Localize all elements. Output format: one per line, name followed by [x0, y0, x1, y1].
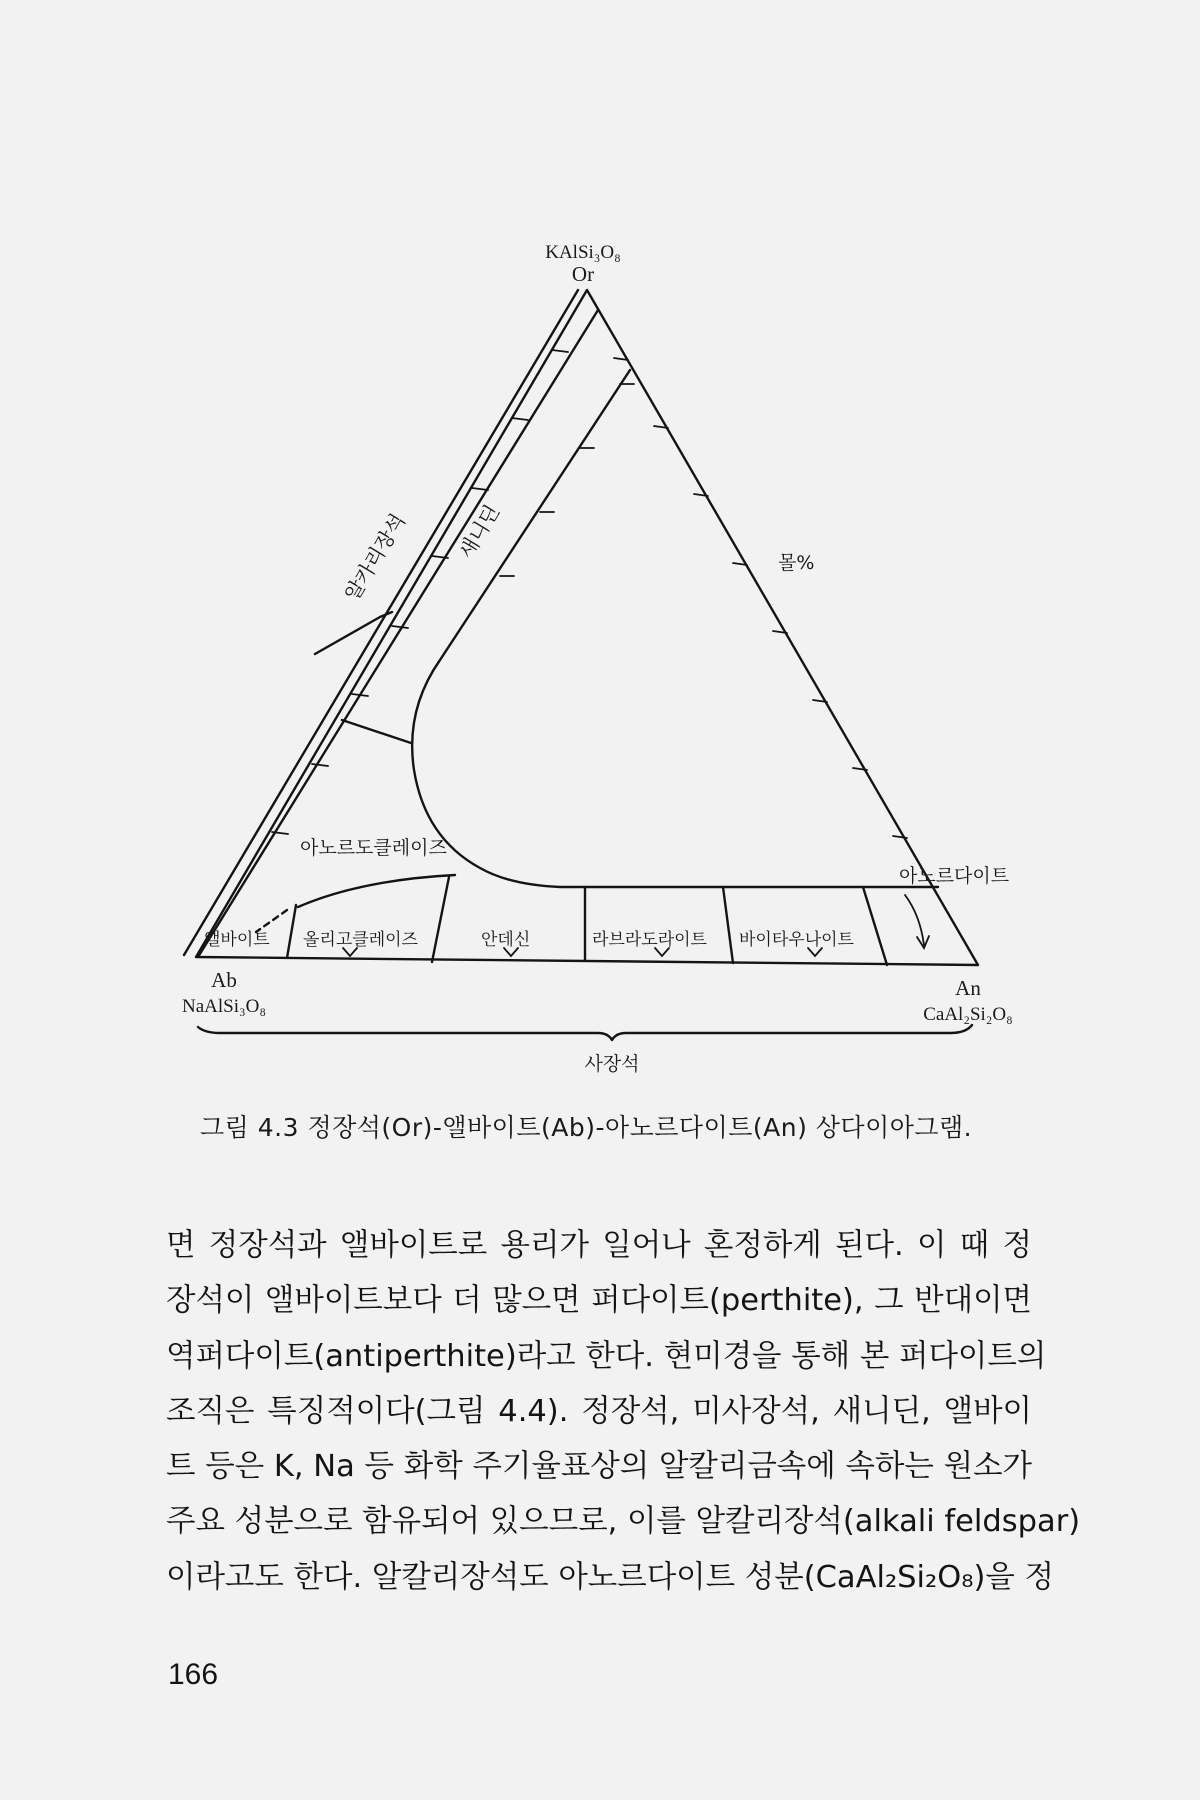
body-line: 장석이 앨바이트보다 더 많으면 퍼다이트(perthite), 그 반대이면 — [166, 1283, 1032, 1319]
body-line: 이라고도 한다. 알칼리장석도 아노르다이트 성분(CaAl₂Si₂O₈)을 정 — [166, 1559, 1054, 1595]
left-edge-tick — [312, 764, 328, 766]
alkali-band-inner-line — [198, 310, 598, 957]
anorthite-pointer — [905, 895, 924, 945]
bytownite-label: 바이타우나이트 — [739, 930, 854, 950]
left-edge-tick — [552, 350, 568, 352]
vertex-or-formula: KAlSi₃O₈ — [545, 242, 621, 263]
plagioclase-divider-5 — [863, 887, 887, 965]
anorthite-label: 아노르다이트 — [899, 865, 1010, 887]
vertex-an-label: An — [955, 976, 981, 1000]
oligoclase-curve — [298, 875, 455, 907]
vertex-ab-label: Ab — [211, 968, 237, 992]
body-line: 조직은 특징적이다(그림 4.4). 정장석, 미사장석, 새니딘, 앨바이 — [166, 1393, 1032, 1429]
alkali-bracket — [315, 612, 392, 654]
left-edge-tick — [352, 694, 368, 696]
right-edge-tick — [893, 836, 907, 838]
vertex-ab-formula: NaAlSi₃O₈ — [182, 996, 266, 1017]
sanidine-label: 새니딘 — [453, 500, 505, 563]
labradorite-label: 라브라도라이트 — [592, 930, 707, 950]
body-line: 트 등은 K, Na 등 화학 주기율표상의 알칼리금속에 속하는 원소가 — [166, 1449, 1032, 1485]
figure-caption: 그림 4.3 정장석(Or)-앨바이트(Ab)-아노르다이트(An) 상다이아그램. — [200, 1113, 973, 1142]
vertex-or-label: Or — [571, 262, 595, 286]
page-number: 166 — [168, 1658, 219, 1691]
vertex-an-formula: CaAl₂Si₂O₈ — [923, 1004, 1013, 1025]
albite-label: 앨바이트 — [204, 930, 270, 950]
body-line: 면 정장석과 앨바이트로 용리가 일어나 혼정하게 된다. 이 때 정 — [166, 1228, 1032, 1263]
triangle-outline — [196, 290, 978, 965]
body-line: 역퍼다이트(antiperthite)라고 한다. 현미경을 통해 본 퍼다이트의 — [166, 1338, 1047, 1374]
plagioclase-label: 사장석 — [584, 1053, 640, 1075]
solvus-boundary — [412, 370, 938, 887]
left-edge-tick — [512, 418, 528, 420]
anorthoclase-boundary — [342, 720, 411, 743]
body-paragraph — [166, 1218, 1081, 1605]
andesine-label: 안데신 — [481, 930, 531, 950]
plagioclase-bracket — [198, 1025, 972, 1040]
alkali-feldspar-label: 알카리장석 — [339, 509, 411, 605]
mol-percent-label: 몰% — [778, 552, 815, 574]
plagioclase-divider-4 — [723, 887, 733, 963]
albite-divider — [256, 910, 287, 932]
body-line: 주요 성분으로 함유되어 있으므로, 이를 알칼리장석(alkali feldspar) — [166, 1504, 1081, 1540]
plagioclase-divider-2 — [432, 877, 449, 962]
left-edge-tick — [472, 488, 488, 490]
anorthoclase-label: 아노르도클레이즈 — [300, 837, 447, 859]
oligoclase-label: 올리고클레이즈 — [303, 930, 418, 950]
left-edge-tick — [392, 626, 408, 628]
plagioclase-divider-1 — [287, 905, 296, 958]
